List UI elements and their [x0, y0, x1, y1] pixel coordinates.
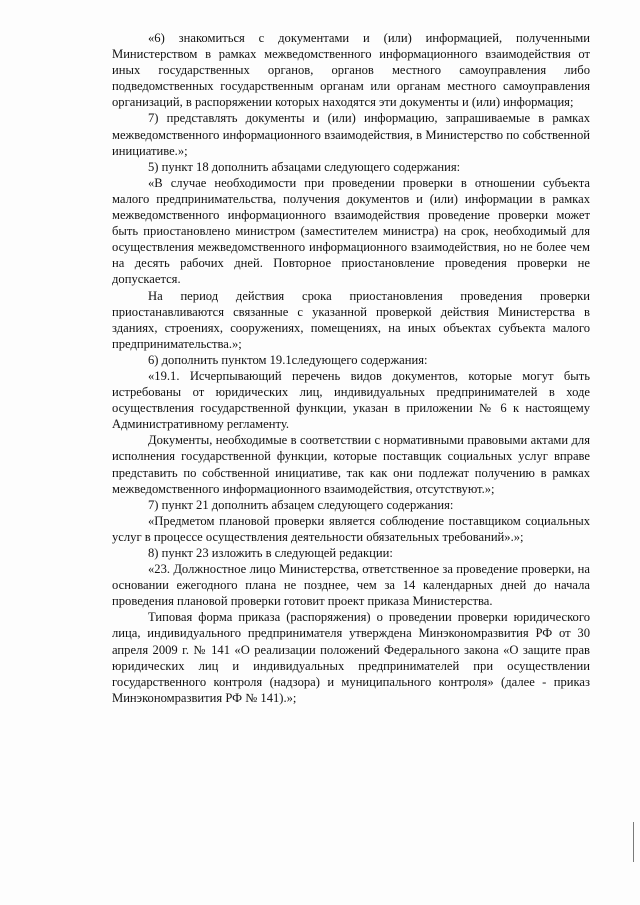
- paragraph-suspension: «В случае необходимости при проведении проверки в отношении субъекта малого предпринимательства, получения документов и (или) информации в рамках межведомственного информационного взаимодействия проведение проверки может быть приостановлено министром (заместителем министра) на срок, необходимый для осуществления межведомственного информационного взаимодействия, но не более чем на десять рабочих дней. Повторное приостановление проведения проверки не допускается.: [112, 175, 590, 287]
- paragraph-suspension-period: На период действия срока приостановления проведения проверки приостанавливаются связанные с указанной проверкой действия Министерства в зданиях, строениях, сооружениях, помещениях, на иных объектах субъекта малого предпринимательства.»;: [112, 288, 590, 351]
- paragraph-19-1: «19.1. Исчерпывающий перечень видов документов, которые могут быть истребованы от юридических лиц, индивидуальных предпринимателей в ходе осуществления государственной функции, указан в приложении № 6 к настоящему Административному регламенту.: [112, 368, 590, 432]
- paragraph-point-8: 8) пункт 23 изложить в следующей редакции:: [148, 546, 393, 560]
- paragraph-point-5: 5) пункт 18 дополнить абзацами следующего содержания:: [148, 159, 461, 174]
- paragraph-point-7: 7) пункт 21 дополнить абзацем следующего содержания:: [148, 497, 454, 512]
- paragraph-point-6: 6) дополнить пунктом 19.1следующего содержания:: [148, 352, 428, 367]
- scan-edge-mark: [633, 822, 634, 862]
- paragraph-item-7: 7) представлять документы и (или) информацию, запрашиваемые в рамках межведомственного информационного взаимодействия, в Министерство по собственной инициативе.»;: [112, 111, 590, 158]
- paragraph-planned-check: «Предметом плановой проверки является соблюдение поставщиком социальных услуг в процессе осуществления деятельности обязательных требований».»;: [112, 513, 590, 544]
- document-body: [112, 30, 590, 706]
- paragraph-item-6: «6) знакомиться с документами и (или) информацией, полученными Министерством в рамках межведомственного информационного взаимодействия от иных государственных органов, органов местного самоуправления либо подведомственных государственным органам или органам местного самоуправления организаций, в распоряжении которых находятся эти документы и (или) информация;: [112, 31, 590, 110]
- paragraph-documents: Документы, необходимые в соответствии с нормативными правовыми актами для исполнения государственной функции, которые поставщик социальных услуг вправе представить по собственной инициативе, так как они подлежат получению в рамках межведомственного информационного взаимодействия, отсутствуют.»;: [112, 433, 590, 496]
- paragraph-23: «23. Должностное лицо Министерства, ответственное за проведение проверки, на основании ежегодного плана не позднее, чем за 14 календарных дней до начала проведения плановой проверки готовит проект приказа Министерства.: [112, 562, 590, 609]
- paragraph-order-form: Типовая форма приказа (распоряжения) о проведении проверки юридического лица, индивидуального предпринимателя утверждена Минэкономразвития РФ от 30 апреля 2009 г. № 141 «О реализации положений Федерального закона «О защите прав юридических лиц и индивидуальных предпринимателей при осуществлении государственного контроля (надзора) и муниципального контроля» (далее - приказ Минэкономразвития РФ № 141).»;: [112, 610, 590, 705]
